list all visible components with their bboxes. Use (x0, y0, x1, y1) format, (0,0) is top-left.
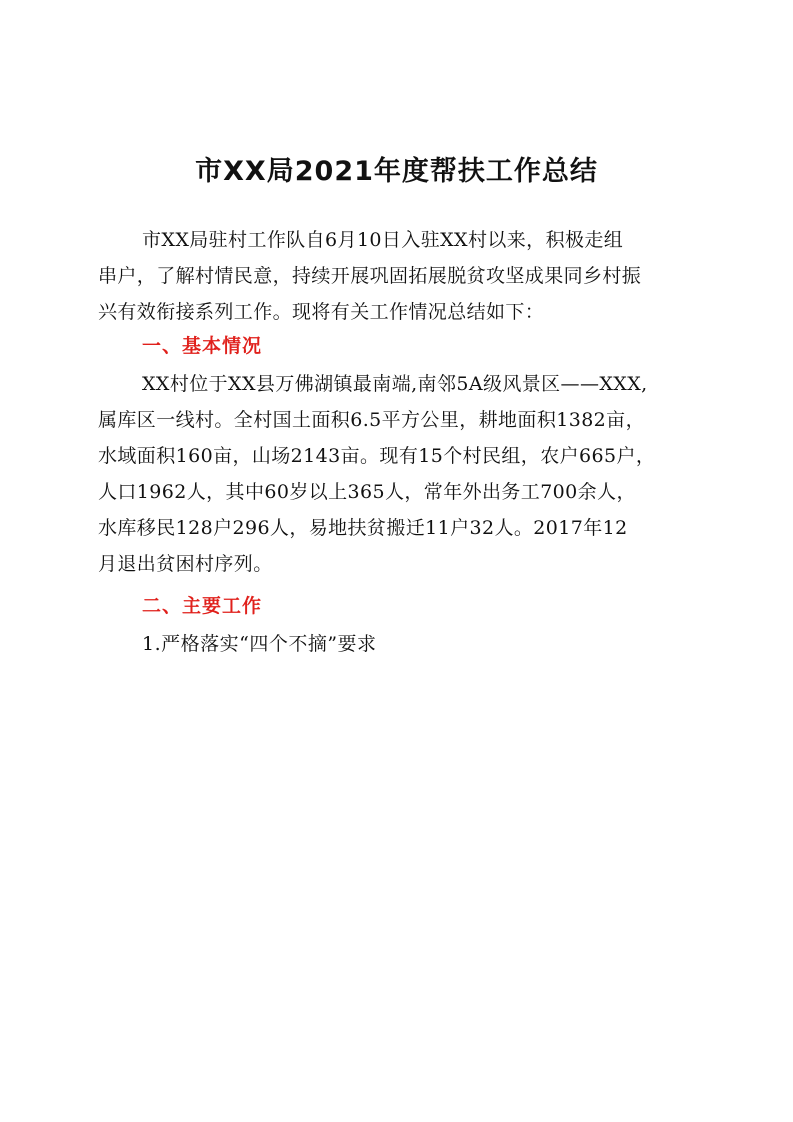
section1-line-5: 水库移民128户296人，易地扶贫搬迁11户32人。2017年12 (98, 517, 628, 539)
section1-line-3: 水域面积160亩，山场2143亩。现有15个村民组，农户665户， (98, 445, 656, 467)
section1-line-2: 属库区一线村。全村国土面积6.5平方公里，耕地面积1382亩， (98, 409, 645, 431)
section-heading-main-work: 二、主要工作 (142, 595, 263, 617)
section1-line-6: 月退出贫困村序列。 (98, 553, 273, 575)
section2-item-1: 1.严格落实“四个不摘”要求 (142, 633, 377, 655)
section-heading-basic-situation: 一、基本情况 (142, 335, 263, 357)
document-title: 市XX局2021年度帮扶工作总结 (195, 156, 598, 187)
section1-line-1: XX村位于XX县万佛湖镇最南端,南邻5A级风景区——XXX, (142, 373, 648, 395)
section1-line-4: 人口1962人，其中60岁以上365人，常年外出务工700余人， (98, 481, 636, 503)
intro-line-2: 串户，了解村情民意，持续开展巩固拓展脱贫攻坚成果同乡村振 (98, 265, 642, 287)
intro-line-1: 市XX局驻村工作队自6月10日入驻XX村以来，积极走组 (142, 229, 624, 251)
intro-line-3: 兴有效衔接系列工作。现将有关工作情况总结如下： (98, 301, 545, 323)
